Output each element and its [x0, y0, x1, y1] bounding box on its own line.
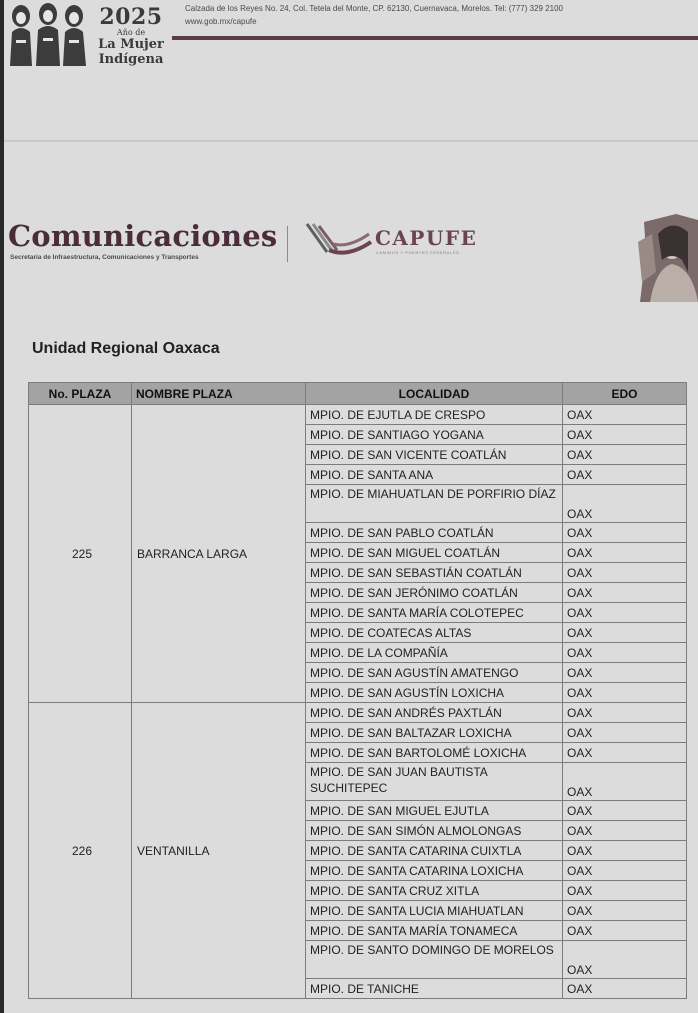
localidad-cell: MPIO. DE SANTO DOMINGO DE MORELOS: [306, 941, 563, 979]
localidad-cell: MPIO. DE COATECAS ALTAS: [306, 623, 563, 643]
edo-cell: OAX: [563, 979, 687, 999]
localidad-cell: MPIO. DE SANTA MARÍA TONAMECA: [306, 921, 563, 941]
brand-divider: [287, 226, 288, 262]
localidad-cell: MPIO. DE SAN MIGUEL COATLÁN: [306, 543, 563, 563]
capufe-tagline: CAMINOS Y PUENTES FEDERALES: [376, 250, 460, 255]
plaza-number: 225: [29, 405, 132, 703]
edo-cell: OAX: [563, 485, 687, 523]
edo-cell: OAX: [563, 861, 687, 881]
localidad-cell: MPIO. DE SANTA CATARINA CUIXTLA: [306, 841, 563, 861]
comunicaciones-subtitle: Secretaría de Infraestructura, Comunicaciones y Transportes: [10, 254, 199, 261]
edo-cell: OAX: [563, 543, 687, 563]
section-title: Unidad Regional Oaxaca: [32, 340, 220, 357]
edo-cell: OAX: [563, 941, 687, 979]
capufe-emblem-icon: [303, 220, 375, 260]
edo-cell: OAX: [563, 623, 687, 643]
header-address: [185, 2, 563, 28]
localidad-cell: MPIO. DE SAN BALTAZAR LOXICHA: [306, 723, 563, 743]
edo-cell: OAX: [563, 743, 687, 763]
localidad-cell: MPIO. DE SAN MIGUEL EJUTLA: [306, 801, 563, 821]
edo-cell: OAX: [563, 901, 687, 921]
edo-cell: OAX: [563, 445, 687, 465]
table-row: [29, 405, 687, 425]
edo-cell: OAX: [563, 723, 687, 743]
edo-cell: OAX: [563, 801, 687, 821]
plaza-name: BARRANCA LARGA: [132, 405, 306, 703]
edo-cell: OAX: [563, 563, 687, 583]
edo-cell: OAX: [563, 763, 687, 801]
edo-cell: OAX: [563, 683, 687, 703]
localidad-cell: MPIO. DE SAN SIMÓN ALMOLONGAS: [306, 821, 563, 841]
website-text: www.gob.mx/capufe: [185, 17, 257, 26]
year-caption-line: La Mujer: [98, 37, 164, 52]
header-rule: [172, 36, 698, 40]
edo-cell: OAX: [563, 643, 687, 663]
document-page: [4, 0, 698, 1013]
localidad-cell: MPIO. DE SANTA MARÍA COLOTEPEC: [306, 603, 563, 623]
localidad-cell: MPIO. DE SAN JUAN BAUTISTA SUCHITEPEC: [306, 763, 563, 801]
year-number: 2025: [99, 4, 163, 30]
localidad-cell: MPIO. DE SANTA LUCIA MIAHUATLAN: [306, 901, 563, 921]
plazas-table: [28, 382, 687, 999]
localidad-cell: MPIO. DE TANICHE: [306, 979, 563, 999]
localidad-cell: MPIO. DE SAN JERÓNIMO COATLÁN: [306, 583, 563, 603]
localidad-cell: MPIO. DE MIAHUATLAN DE PORFIRIO DÍAZ: [306, 485, 563, 523]
edo-cell: OAX: [563, 583, 687, 603]
localidad-cell: MPIO. DE SAN PABLO COATLÁN: [306, 523, 563, 543]
localidad-cell: MPIO. DE SANTA CATARINA LOXICHA: [306, 861, 563, 881]
column-header-no-plaza: No. PLAZA: [29, 383, 132, 405]
column-header-edo: EDO: [563, 383, 687, 405]
year-caption: Año de: [116, 28, 146, 37]
column-header-nombre-plaza: NOMBRE PLAZA: [132, 383, 306, 405]
edo-cell: OAX: [563, 703, 687, 723]
localidad-cell: MPIO. DE EJUTLA DE CRESPO: [306, 405, 563, 425]
edo-cell: OAX: [563, 841, 687, 861]
edo-cell: OAX: [563, 465, 687, 485]
woman-portrait-icon: [636, 212, 698, 302]
localidad-cell: MPIO. DE SAN AGUSTÍN LOXICHA: [306, 683, 563, 703]
localidad-cell: MPIO. DE SANTIAGO YOGANA: [306, 425, 563, 445]
year-caption-line: Indígena: [98, 52, 164, 67]
localidad-cell: MPIO. DE SAN SEBASTIÁN COATLÁN: [306, 563, 563, 583]
column-header-localidad: LOCALIDAD: [306, 383, 563, 405]
table-row: [29, 703, 687, 723]
localidad-cell: MPIO. DE SAN ANDRÉS PAXTLÁN: [306, 703, 563, 723]
localidad-cell: MPIO. DE SANTA CRUZ XITLA: [306, 881, 563, 901]
edo-cell: OAX: [563, 821, 687, 841]
comunicaciones-logo: Comunicaciones: [8, 219, 278, 253]
year-badge: [98, 6, 164, 67]
address-text: Calzada de los Reyes No. 24, Col. Tetela del Monte, CP. 62130, Cuernavaca, Morelos. Tel: (777) 329 2100: [185, 4, 564, 13]
localidad-cell: MPIO. DE SAN BARTOLOMÉ LOXICHA: [306, 743, 563, 763]
localidad-cell: MPIO. DE SANTA ANA: [306, 465, 563, 485]
capufe-logo-text: CAPUFE: [375, 226, 478, 250]
plaza-name: VENTANILLA: [132, 703, 306, 999]
edo-cell: OAX: [563, 523, 687, 543]
edo-cell: OAX: [563, 663, 687, 683]
localidad-cell: MPIO. DE LA COMPAÑÍA: [306, 643, 563, 663]
edo-cell: OAX: [563, 881, 687, 901]
edo-cell: OAX: [563, 603, 687, 623]
header-separator: [4, 140, 698, 142]
localidad-cell: MPIO. DE SAN AGUSTÍN AMATENGO: [306, 663, 563, 683]
indigenous-women-logo-icon: [6, 2, 94, 66]
edo-cell: OAX: [563, 405, 687, 425]
edo-cell: OAX: [563, 425, 687, 445]
plaza-number: 226: [29, 703, 132, 999]
localidad-cell: MPIO. DE SAN VICENTE COATLÁN: [306, 445, 563, 465]
edo-cell: OAX: [563, 921, 687, 941]
table-header-row: [29, 383, 687, 405]
